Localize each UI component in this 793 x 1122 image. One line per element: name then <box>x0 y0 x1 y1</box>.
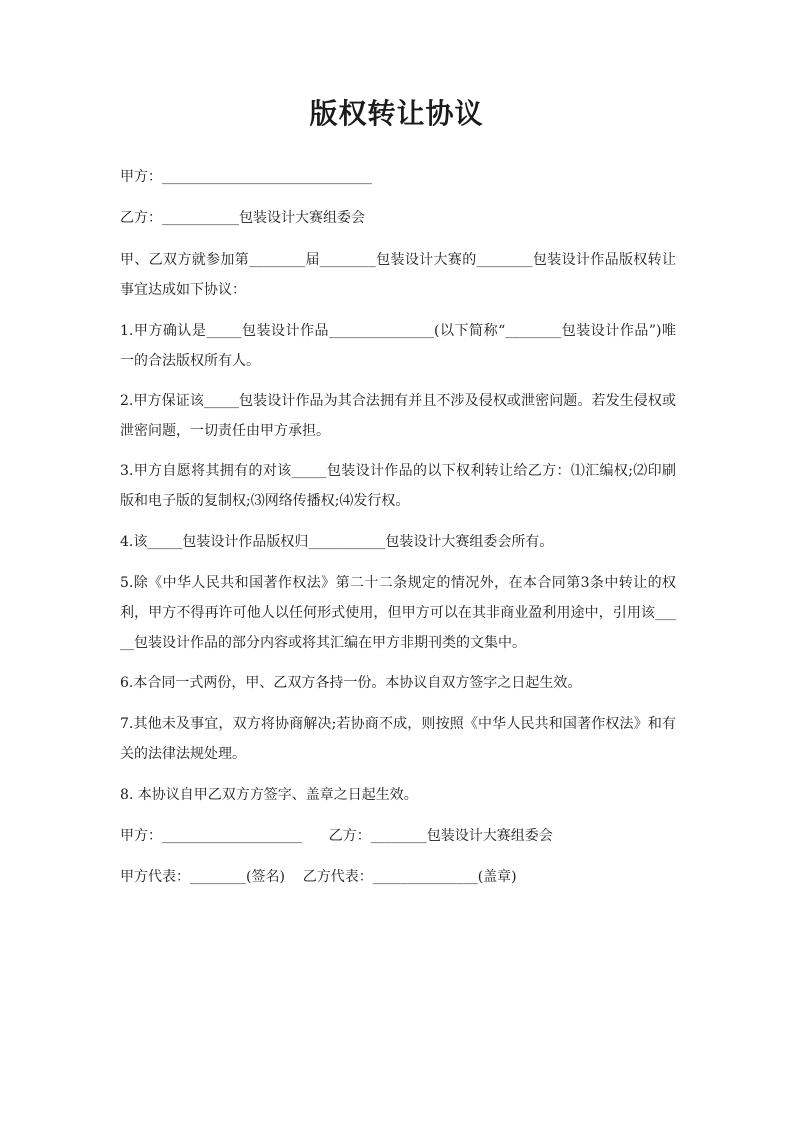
intro-paragraph: 甲、乙双方就参加第________届________包装设计大赛的________包装设计作品版权转让事宜达成如下协议： <box>120 252 676 298</box>
clause-1: 1.甲方确认是_____包装设计作品_______________(以下简称“________包装设计作品”)唯一的合法版权所有人。 <box>120 323 676 369</box>
document-title: 版权转让协议 <box>309 97 484 130</box>
clause-4: 4.该_____包装设计作品版权归___________包装设计大赛组委会所有。 <box>120 534 554 550</box>
clause-5: 5.除《中华人民共和国著作权法》第二十二条规定的情况外，在本合同第3条中转让的权利，甲方不得再许可他人以任何形式使用，但甲方可以在其非商业盈利用途中，引用该_____包装设计作品的部分内容或将其汇编在甲方非期刊类的文集中。 <box>120 575 676 651</box>
party-a-line: 甲方：______________________________ <box>120 169 372 185</box>
clause-8: 8. 本协议自甲乙双方方签字、盖章之日起生效。 <box>120 787 418 803</box>
clause-7: 7.其他未及事宜，双方将协商解决;若协商不成，则按照《中华人民共和国著作权法》和有关的法律法规处理。 <box>120 716 676 762</box>
clause-3: 3.甲方自愿将其拥有的对该_____包装设计作品的以下权利转让给乙方：⑴汇编权;⑵印刷版和电子版的复制权;⑶网络传播权;⑷发行权。 <box>120 463 676 509</box>
clause-2: 2.甲方保证该_____包装设计作品为其合法拥有并且不涉及侵权或泄密问题。若发生侵权或泄密问题，一切责任由甲方承担。 <box>120 393 676 439</box>
signature-representatives-line: 甲方代表：________(签名) 乙方代表：_______________(盖章) <box>120 869 517 885</box>
clause-6: 6.本合同一式两份，甲、乙双方各持一份。本协议自双方签字之日起生效。 <box>120 675 582 691</box>
signature-parties-line: 甲方：____________________ 乙方：________包装设计大赛组委会 <box>120 828 553 844</box>
party-b-line: 乙方：___________包装设计大赛组委会 <box>120 210 365 226</box>
